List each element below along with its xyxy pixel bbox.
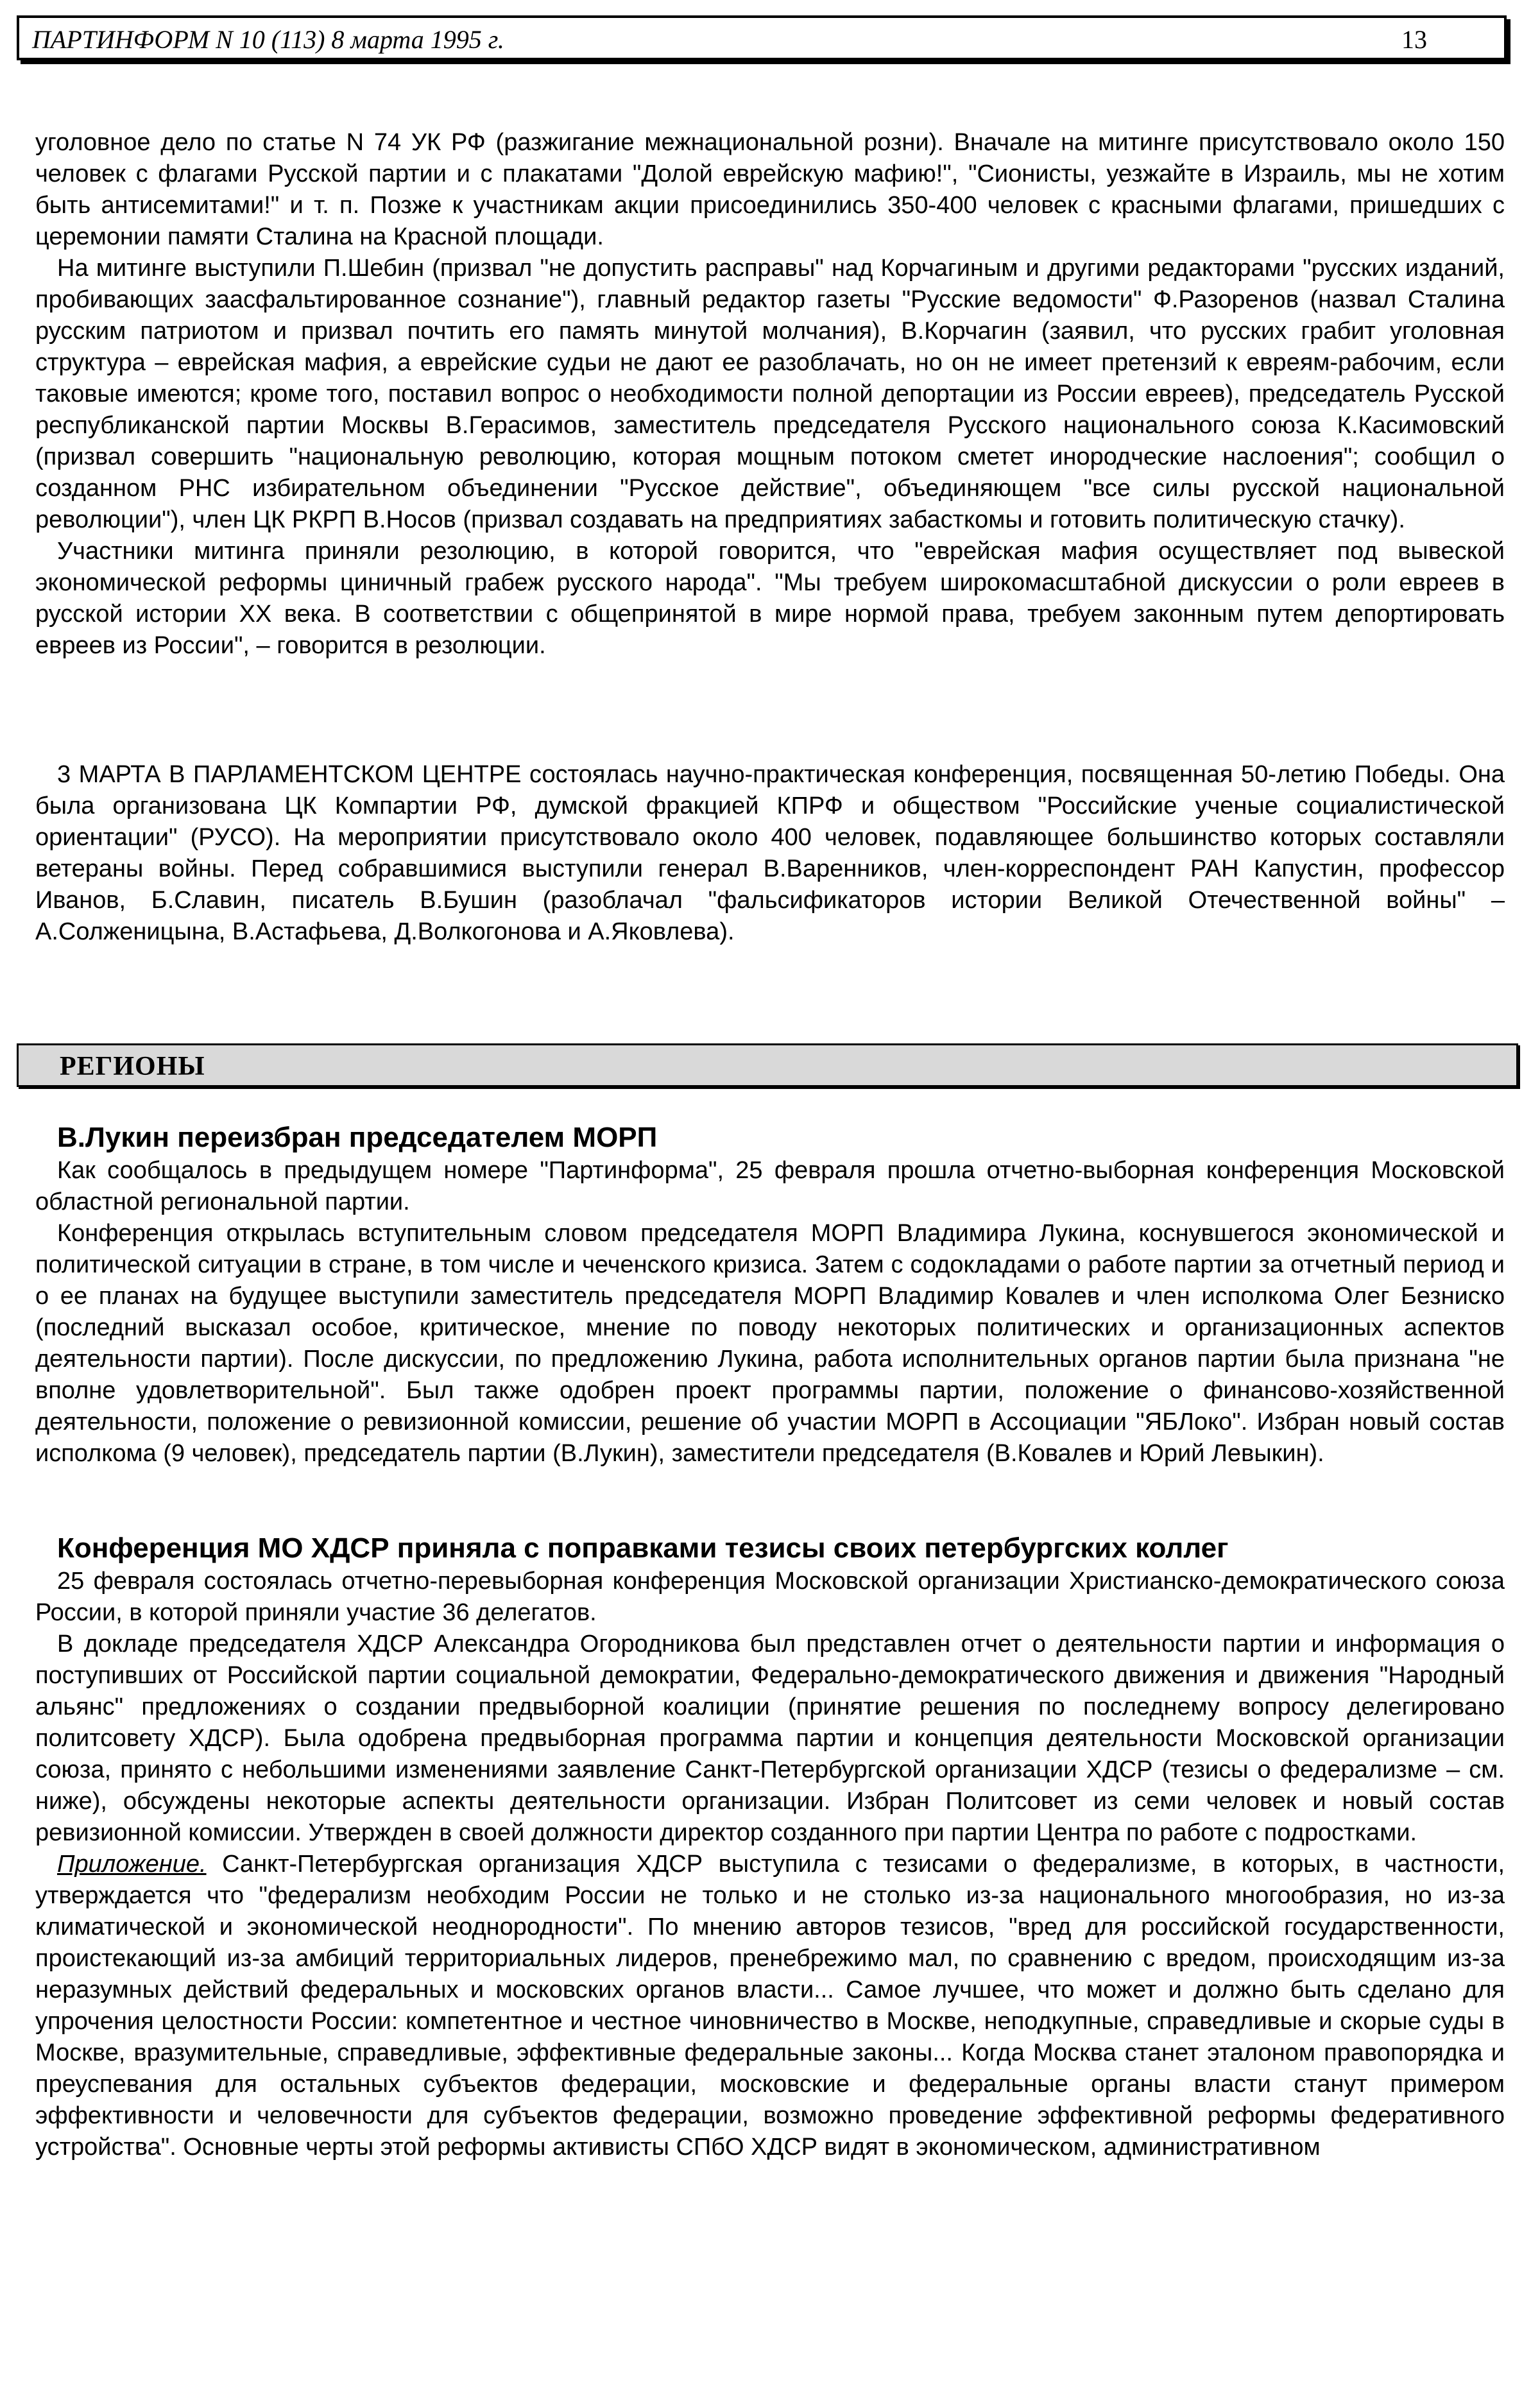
page-number: 13 <box>1401 25 1427 54</box>
paragraph: На митинге выступили П.Шебин (призвал "не допустить расправы" над Корчагиным и другими редакторами "русских изданий, пробивающих заасфальтированное сознание"), главный редактор газеты "Русские ведомости" Ф.Разоренов (назвал Сталина русским патриотом и призвал почтить его память минутой молчания), В.Корчагин (заявил, что русских грабит уголовная структура – еврейская мафия, а еврейские судьи не дают ее разоблачать, но он не имеет претензий к евреям-рабочим, если таковые имеются; кроме того, поставил вопрос о необходимости полной депортации из России евреев), председатель Русской республиканской партии Москвы В.Герасимов, заместитель председателя Русского национального союза К.Касимовский (призвал совершить "национальную революцию, которая мощным потоком сметет инородческие наслоения"; сообщил о созданном РНС избирательном объединении "Русское действие", объединяющем "все силы русской национальной революции"), член ЦК РКРП В.Носов (призвал создавать на предприятиях забасткомы и готовить политическую стачку). <box>35 255 1505 533</box>
page-header <box>17 15 1507 60</box>
appendix-label: Приложение. <box>57 1851 207 1878</box>
section-header <box>17 1043 1518 1087</box>
paragraph: Конференция открылась вступительным словом председателя МОРП Владимира Лукина, коснувшегося экономической и политической ситуации в стране, в том числе и чеченского кризиса. Затем с содокладами о работе партии за отчетный период и о ее планах на будущее выступили заместитель председателя МОРП Владимир Ковалев и член исполкома Олег Безниско (последний высказал особое, критическое, мнение по поводу некоторых политических и организационных аспектов деятельности партии). После дискуссии, по предложению Лукина, работа исполнительных органов партии была признана "не вполне удовлетворительной". Был также одобрен проект программы партии, положение о финансово-хозяйственной деятельности, положение о ревизионной комиссии, решение об участии МОРП в Ассоциации "ЯБЛоко". Избран новый состав исполкома (9 человек), председатель партии (В.Лукин), заместители председателя (В.Ковалев и Юрий Левыкин). <box>35 1220 1505 1467</box>
article-rally-continuation <box>35 127 1505 662</box>
article-headline: В.Лукин переизбран председателем МОРП <box>57 1122 658 1153</box>
appendix-text: Санкт-Петербургская организация ХДСР выступила с тезисами о федерализме, в которых, в частности, утверждается что "федерализм необходим России не только и не столько из-за национального многообразия, но из-за климатической и экономической неоднородности". По мнению авторов тезисов, "вред для российской государственности, проистекающий из-за амбиций территориальных лидеров, пренебрежимо мал, по сравнению с вредом, происходящим из-за неразумных действий федеральных и московских органов власти... Самое лучшее, что может и должно быть сделано для упрочения целостности России: компетентное и честное чиновничество в Москве, неподкупные, справедливые и скорые суды в Москве, вразумительные, справедливые, эффективные федеральные законы... Когда Москва станет эталоном правопорядка и преуспевания для остальных субъектов федерации, московские и федеральные органы власти станут примером эффективности и человечности для субъектов федерации, возможно проведение эффективной реформы федеративного устройства". Основные черты этой реформы активисты СПбО ХДСР видят в экономическом, административном <box>35 1851 1505 2161</box>
section-title: РЕГИОНЫ <box>60 1052 205 1081</box>
paragraph-appendix <box>35 1849 1505 2163</box>
paragraph: Участники митинга приняли резолюцию, в которой говорится, что "еврейская мафия осуществляет под вывеской экономической реформы циничный грабеж русского народа". "Мы требуем широкомасштабной дискуссии о роли евреев в русской истории XX века. В соответствии с общепринятой в мире нормой права, требуем законным путем депортировать евреев из России", – говорится в резолюции. <box>35 538 1505 659</box>
article-lukin <box>35 1120 1505 1469</box>
paragraph: 25 февраля состоялась отчетно-перевыборная конференция Московской организации Христианско-демократического союза России, в которой приняли участие 36 делегатов. <box>35 1568 1505 1626</box>
article-conference-victory <box>35 759 1505 948</box>
paragraph: Как сообщалось в предыдущем номере "Партинформа", 25 февраля прошла отчетно-выборная конференция Московской областной региональной партии. <box>35 1157 1505 1215</box>
paragraph: В докладе председателя ХДСР Александра Огородникова был представлен отчет о деятельности партии и информация о поступивших от Российской партии социальной демократии, Федерально-демократического движения и движения "Народный альянс" предложениях о создании предвыборной коалиции (принятие решения по последнему вопросу делегировано политсовету ХДСР). Была одобрена предвыборная программа партии и концепция деятельности Московской организации союза, принято с небольшими изменениями заявление Санкт-Петербургской организации ХДСР (тезисы о федерализме – см. ниже), обсуждены некоторые аспекты деятельности организации. Избран Политсовет из семи человек и новый состав ревизионной комиссии. Утвержден в своей должности директор созданного при партии Центра по работе с подростками. <box>35 1631 1505 1846</box>
paragraph: уголовное дело по статье N 74 УК РФ (разжигание межнациональной розни). Вначале на митинге присутствовало около 150 человек с флагами Русской партии и с плакатами "Долой еврейскую мафию!", "Сионисты, уезжайте в Израиль, мы не хотим быть антисемитами!" и т. п. Позже к участникам акции присоединились 350-400 человек с красными флагами, пришедших с церемонии памяти Сталина на Красной площади. <box>35 129 1505 250</box>
publication-title: ПАРТИНФОРМ N 10 (113) 8 марта 1995 г. <box>32 25 504 54</box>
article-hdsr <box>35 1530 1505 2163</box>
paragraph: 3 МАРТА В ПАРЛАМЕНТСКОМ ЦЕНТРЕ состоялась научно-практическая конференция, посвященная 50-летию Победы. Она была организована ЦК Компартии РФ, думской фракцией КПРФ и обществом "Российские ученые социалистической ориентации" (РУСО). На мероприятии присутствовало около 400 человек, подавляющее большинство которых составляли ветераны войны. Перед собравшимися выступили генерал В.Варенников, член-корреспондент РАН Капустин, профессор Иванов, Б.Славин, писатель В.Бушин (разоблачал "фальсификаторов истории Великой Отечественной войны" – А.Солженицына, В.Астафьева, Д.Волкогонова и А.Яковлева). <box>35 761 1505 945</box>
article-headline: Конференция МО ХДСР приняла с поправками тезисы своих петербургских коллег <box>57 1532 1229 1564</box>
